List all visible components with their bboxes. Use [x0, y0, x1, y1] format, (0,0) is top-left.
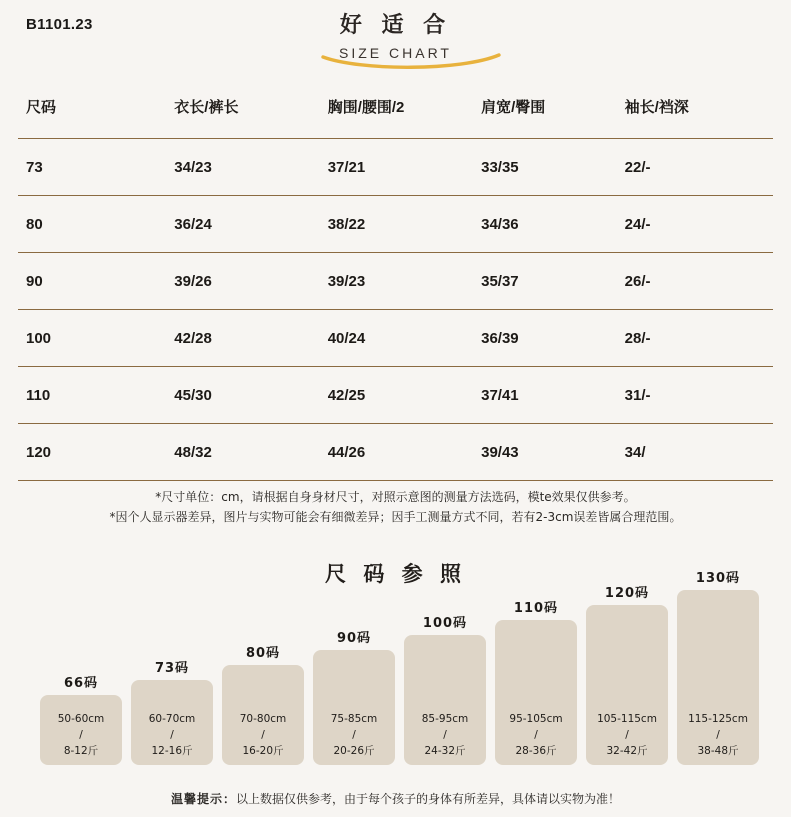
- bar-category-label: 66码: [63, 676, 99, 691]
- bar-value-weight: 28-36斤: [515, 745, 557, 757]
- column-header-size: 尺码: [26, 98, 57, 116]
- size-table-head: [18, 80, 773, 139]
- bar-rect: [404, 635, 486, 765]
- column-header-shoulder: 肩宽/臀围: [481, 98, 546, 116]
- bar-rect: [222, 665, 304, 765]
- cell-size: 120: [26, 443, 52, 461]
- cell-sleeve: 26/-: [624, 272, 651, 290]
- bar-value-weight: 20-26斤: [333, 745, 375, 757]
- bar-category-label: 120码: [604, 586, 650, 601]
- chart-bar-group: [131, 657, 213, 765]
- column-header-bust: 胸围/腰围/2: [327, 98, 405, 116]
- cell-size: 110: [26, 386, 51, 404]
- note-line-2: *因个人显示器差异，图片与实物可能会有细微差异；因手工测量方式不同，若有2-3cm误差皆属合理范围。: [109, 510, 682, 524]
- measurement-notes: [0, 487, 791, 527]
- cell-shoulder: 36/39: [481, 329, 519, 347]
- table-header-row: [18, 80, 773, 139]
- cell-length: 39/26: [174, 272, 212, 290]
- chart-bar-group: [586, 582, 668, 765]
- bar-value-height: 50-60cm: [57, 713, 105, 725]
- cell-size: 73: [26, 158, 43, 176]
- cell-shoulder: 34/36: [481, 215, 519, 233]
- column-header-length: 衣长/裤长: [174, 98, 239, 116]
- bar-value-weight: 12-16斤: [151, 745, 193, 757]
- cell-sleeve: 22/-: [624, 158, 651, 176]
- bar-value-height: 70-80cm: [239, 713, 287, 725]
- cell-bust: 44/26: [327, 443, 366, 461]
- cell-length: 34/23: [174, 158, 212, 176]
- bar-value-height: 115-125cm: [688, 713, 748, 725]
- bar-rect: [677, 590, 759, 765]
- cell-bust: 37/21: [327, 158, 366, 176]
- chart-bar-group: [495, 597, 577, 765]
- bar-category-label: 73码: [154, 661, 190, 676]
- note-line-1: *尺寸单位：cm，请根据自身身材尺寸，对照示意图的测量方法选码，模te效果仅供参考。: [155, 490, 636, 504]
- cell-size: 100: [26, 329, 52, 347]
- bar-value-sep: /: [261, 729, 265, 741]
- bar-value-sep: /: [79, 729, 83, 741]
- table-row: [18, 139, 773, 196]
- cell-bust: 42/25: [327, 386, 366, 404]
- chart-bar-group: [40, 672, 122, 765]
- bar-value-weight: 32-42斤: [606, 745, 648, 757]
- footer-tip-body: 以上数据仅供参考，由于每个孩子的身体有所差异，具体请以实物为准！: [236, 792, 621, 806]
- cell-sleeve: 31/-: [624, 386, 651, 404]
- size-table: [18, 80, 773, 481]
- cell-size: 80: [26, 215, 43, 233]
- bar-category-label: 100码: [422, 616, 468, 631]
- bar-value-height: 60-70cm: [148, 713, 196, 725]
- bar-category-label: 80码: [245, 646, 281, 661]
- cell-bust: 39/23: [327, 272, 366, 290]
- sku-code: B1101.23: [26, 16, 93, 33]
- cell-length: 36/24: [174, 215, 212, 233]
- cell-length: 42/28: [174, 329, 212, 347]
- bar-value-weight: 38-48斤: [697, 745, 739, 757]
- chart-bar-group: [677, 567, 759, 765]
- chart-bar-group: [404, 612, 486, 765]
- bar-value-sep: /: [716, 729, 720, 741]
- cell-size: 90: [26, 272, 43, 290]
- table-row: [18, 310, 773, 367]
- column-header-sleeve: 袖长/裆深: [624, 98, 689, 116]
- bar-value-sep: /: [534, 729, 538, 741]
- bar-value-weight: 16-20斤: [242, 745, 284, 757]
- bar-value-weight: 24-32斤: [424, 745, 466, 757]
- brand-name-en: SIZE CHART: [339, 45, 452, 61]
- bar-category-label: 110码: [513, 601, 559, 616]
- bar-value-sep: /: [170, 729, 174, 741]
- bar-rect: [40, 695, 122, 765]
- cell-sleeve: 34/: [624, 443, 646, 461]
- footer-tip: [0, 790, 791, 807]
- bar-category-label: 130码: [695, 571, 741, 586]
- table-row: [18, 253, 773, 310]
- bar-value-sep: /: [443, 729, 447, 741]
- brand-header: [0, 8, 791, 63]
- bar-rect: [586, 605, 668, 765]
- reference-title: 尺 码 参 照: [325, 562, 466, 586]
- bar-rect: [495, 620, 577, 765]
- chart-bar-group: [313, 627, 395, 765]
- bar-value-height: 75-85cm: [330, 713, 378, 725]
- cell-sleeve: 28/-: [624, 329, 651, 347]
- chart-bar-group: [222, 642, 304, 765]
- cell-bust: 40/24: [327, 329, 366, 347]
- table-row: [18, 424, 773, 481]
- brand-name-en-wrap: [339, 45, 452, 61]
- cell-length: 48/32: [174, 443, 212, 461]
- bar-rect: [313, 650, 395, 765]
- cell-shoulder: 35/37: [481, 272, 519, 290]
- table-row: [18, 367, 773, 424]
- bar-rect: [131, 680, 213, 765]
- bar-value-weight: 8-12斤: [63, 745, 99, 757]
- bar-value-sep: /: [625, 729, 629, 741]
- size-table-body: [18, 139, 773, 481]
- cell-length: 45/30: [174, 386, 212, 404]
- table-row: [18, 196, 773, 253]
- bar-value-height: 95-105cm: [509, 713, 563, 725]
- cell-sleeve: 24/-: [624, 215, 651, 233]
- brand-name-cn: 好 适 合: [339, 13, 452, 38]
- cell-shoulder: 37/41: [481, 386, 519, 404]
- bar-value-height: 105-115cm: [597, 713, 657, 725]
- bar-value-sep: /: [352, 729, 356, 741]
- bar-value-height: 85-95cm: [421, 713, 469, 725]
- footer-tip-head: 温馨提示：: [170, 792, 236, 806]
- cell-bust: 38/22: [327, 215, 366, 233]
- cell-shoulder: 39/43: [481, 443, 519, 461]
- bar-category-label: 90码: [336, 631, 372, 646]
- cell-shoulder: 33/35: [481, 158, 519, 176]
